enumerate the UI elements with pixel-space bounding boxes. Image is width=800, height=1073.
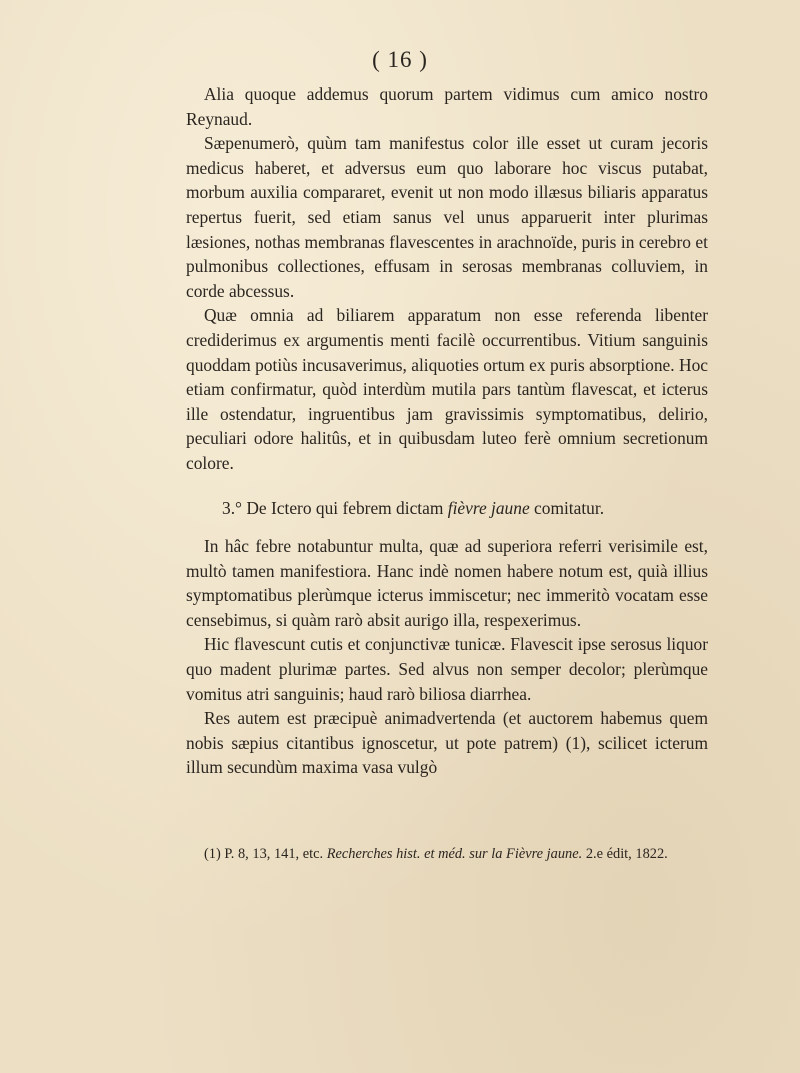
footnote bbox=[186, 843, 708, 865]
text-block-intro bbox=[186, 82, 708, 476]
section-title-text: De Ictero qui febrem dictam bbox=[246, 498, 444, 518]
paragraph: Res autem est præcipuè animadvertenda (et auctorem habemus quem nobis sæpius citantibus ignoscetur, ut pote patrem) (1), scilicet icterum illum secundùm maxima vasa vulgò bbox=[186, 708, 708, 778]
footnote-edition: 2.e édit, 1822. bbox=[585, 846, 668, 862]
paragraph: Sæpenumerò, quùm tam manifestus color ille esset ut curam jecoris medicus haberet, et adversus eum quo laborare hoc viscus putabat, morbum auxilia compararet, evenit ut non modo illæsus biliaris apparatus repertus fuerit, sed etiam sanus vel unus apparuerit inter plurimas læsiones, nothas membranas flavescentes in arachnoïde, puris in cerebro et pulmonibus collectiones, effusam in serosas membranas colluviem, in corde abcessus. bbox=[186, 133, 708, 301]
section-title-end: comitatur. bbox=[534, 498, 605, 518]
section-heading bbox=[186, 496, 708, 520]
paragraph: Quæ omnia ad biliarem apparatum non esse referenda libenter crediderimus ex argumentis menti facilè occurrentibus. Vitium sanguinis quoddam potiùs incusaverimus, aliquoties ortum ex puris absorptione. Hoc etiam confirmatur, quòd interdùm mutila pars tantùm flavescat, et icterus ille ostendatur, ingruentibus jam gravissimis symptomatibus, delirio, peculiari odore halitûs, et in quibusdam luteo ferè omnium secretionum colore. bbox=[186, 305, 708, 473]
section-title-italic: fièvre jaune bbox=[447, 498, 530, 518]
text-block-section bbox=[186, 534, 708, 780]
footnote-ref: (1) P. 8, 13, 141, etc. bbox=[204, 846, 324, 862]
section-number: 3.° bbox=[222, 498, 242, 518]
paragraph: Hic flavescunt cutis et conjunctivæ tunicæ. Flavescit ipse serosus liquor quo madent plurimæ partes. Sed alvus non semper decolor; plerùmque vomitus atri sanguinis; haud rarò biliosa diarrhea. bbox=[186, 634, 708, 704]
footnote-title: Recherches hist. et méd. sur la Fièvre jaune. bbox=[326, 846, 583, 862]
paragraph: Alia quoque addemus quorum partem vidimus cum amico nostro Reynaud. bbox=[186, 84, 708, 129]
page-number: ( 16 ) bbox=[372, 47, 428, 72]
paragraph: In hâc febre notabuntur multa, quæ ad superiora referri verisimile est, multò tamen manifestiora. Hanc indè nomen habere notum est, quià illius symptomatibus plerùmque icterus immiscetur; nec immeritò vocatam esse censebimus, si quàm rarò absit aurigo illa, respexerimus. bbox=[186, 536, 708, 630]
